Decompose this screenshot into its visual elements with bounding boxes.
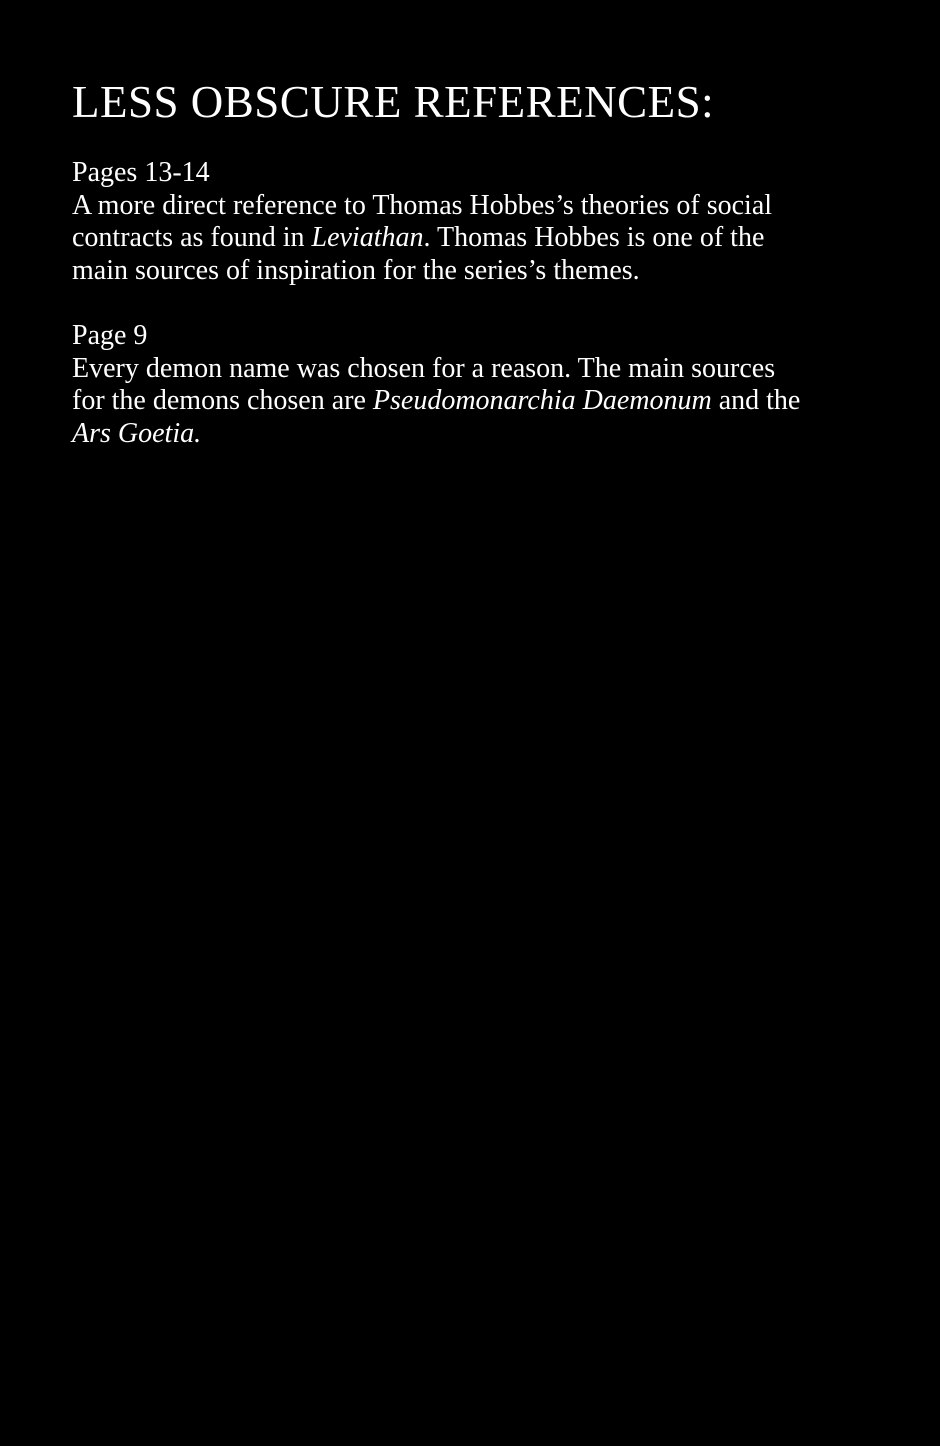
entry-text-line: A more direct reference to Thomas Hobbes’s theories of social — [72, 189, 773, 221]
entry-text-line — [72, 418, 862, 451]
entry-text-line: for the demons chosen are Pseudomonarchia Daemonum and the — [72, 385, 801, 416]
page-title: LESS OBSCURE REFERENCES: — [72, 77, 715, 127]
entry-page-label: Pages 13-14 — [72, 157, 210, 188]
entry-text-line: Every demon name was chosen for a reason. The main sources — [72, 352, 776, 384]
reference-entry-pages-13-14 — [72, 157, 862, 287]
book-title-leviathan: Leviathan — [311, 222, 424, 253]
entry-text-line: contracts as found in Leviathan. Thomas Hobbes is one of the — [72, 222, 765, 253]
entry-text-line: main sources of inspiration for the series’s themes. — [72, 254, 640, 286]
entry-page-label: Page 9 — [72, 320, 148, 351]
reference-entry-page-9 — [72, 320, 862, 450]
book-title-ars-goetia: Ars Goetia. — [72, 417, 202, 449]
book-title-pseudomonarchia: Pseudomonarchia Daemonum — [372, 385, 712, 416]
